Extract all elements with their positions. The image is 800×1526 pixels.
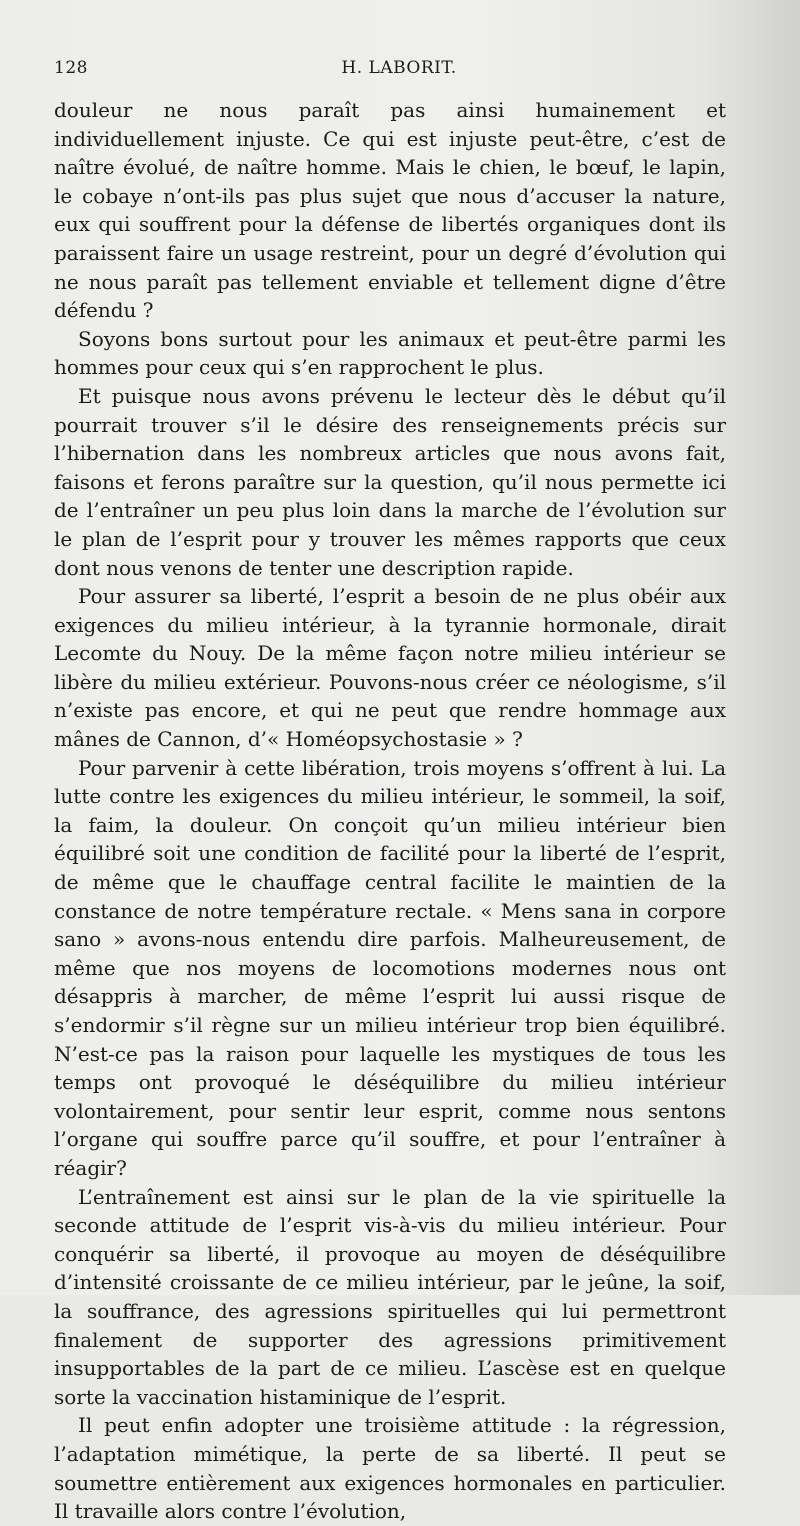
- paragraph: L’entraînement est ainsi sur le plan de la vie spirituelle la seconde attitude de l’esprit vis-à-vis du milieu intérieur. Pour conquérir sa liberté, il provoque au moyen de déséquilibre d’intensité croissante de ce milieu intérieur, par le jeûne, la soif, la souffrance, des agressions spirituelles qui lui permettront finalement de supporter des agressions primitivement insupportables de la part de ce milieu. L’ascèse est en quelque sorte la vaccination histaminique de l’esprit.: [54, 1184, 726, 1409]
- paragraph: Soyons bons surtout pour les animaux et peut-être parmi les hommes pour ceux qui s’en rapprochent le plus.: [54, 326, 726, 380]
- page-header: [54, 58, 744, 88]
- paragraph: Pour parvenir à cette libération, trois moyens s’offrent à lui. La lutte contre les exigences du milieu intérieur, le sommeil, la soif, la faim, la douleur. On conçoit qu’un milieu intérieur bien équilibré soit une condition de facilité pour la liberté de l’esprit, de même que le chauffage central facilite le maintien de la constance de notre température rectale. « Mens sana in corpore sano » avons-nous entendu dire parfois. Malheureusement, de même que nos moyens de locomotions modernes nous ont désappris à marcher, de même l’esprit lui aussi risque de s’endormir s’il règne sur un milieu intérieur trop bien équilibré. N’est-ce pas la raison pour laquelle les mystiques de tous les temps ont provoqué le déséquilibre du milieu intérieur volontairement, pour sentir leur esprit, comme nous sentons l’organe qui souffre parce qu’il souffre, et pour l’entraîner à réagir?: [54, 755, 726, 1180]
- paragraph: Et puisque nous avons prévenu le lecteur dès le début qu’il pourrait trouver s’il le désire des renseignements précis sur l’hibernation dans les nombreux articles que nous avons fait, faisons et ferons paraître sur la question, qu’il nous permette ici de l’entraîner un peu plus loin dans la marche de l’évolution sur le plan de l’esprit pour y trouver les mêmes rapports que ceux dont nous venons de tenter une description rapide.: [54, 383, 726, 580]
- page-number: 128: [54, 58, 88, 78]
- body-text: [54, 96, 726, 1526]
- running-head: H. LABORIT.: [341, 58, 457, 78]
- paragraph: douleur ne nous paraît pas ainsi humainement et individuellement injuste. Ce qui est injuste peut-être, c’est de naître évolué, de naître homme. Mais le chien, le bœuf, le lapin, le cobaye n’ont-ils pas plus sujet que nous d’accuser la nature, eux qui souffrent pour la défense de libertés organiques dont ils paraissent faire un usage restreint, pour un degré d’évolution qui ne nous paraît pas tellement enviable et tellement digne d’être défendu ?: [54, 98, 726, 323]
- paragraph: Il peut enfin adopter une troisième attitude : la régression, l’adaptation mimétique, la perte de sa liberté. Il peut se soumettre entièrement aux exigences hormonales en particulier. Il travaille alors contre l’évolution,: [54, 1413, 726, 1524]
- paragraph: Pour assurer sa liberté, l’esprit a besoin de ne plus obéir aux exigences du milieu intérieur, à la tyrannie hormonale, dirait Lecomte du Nouy. De la même façon notre milieu intérieur se libère du milieu extérieur. Pouvons-nous créer ce néologisme, s’il n’existe pas encore, et qui ne peut que rendre hommage aux mânes de Cannon, d’« Homéopsychostasie » ?: [54, 584, 726, 752]
